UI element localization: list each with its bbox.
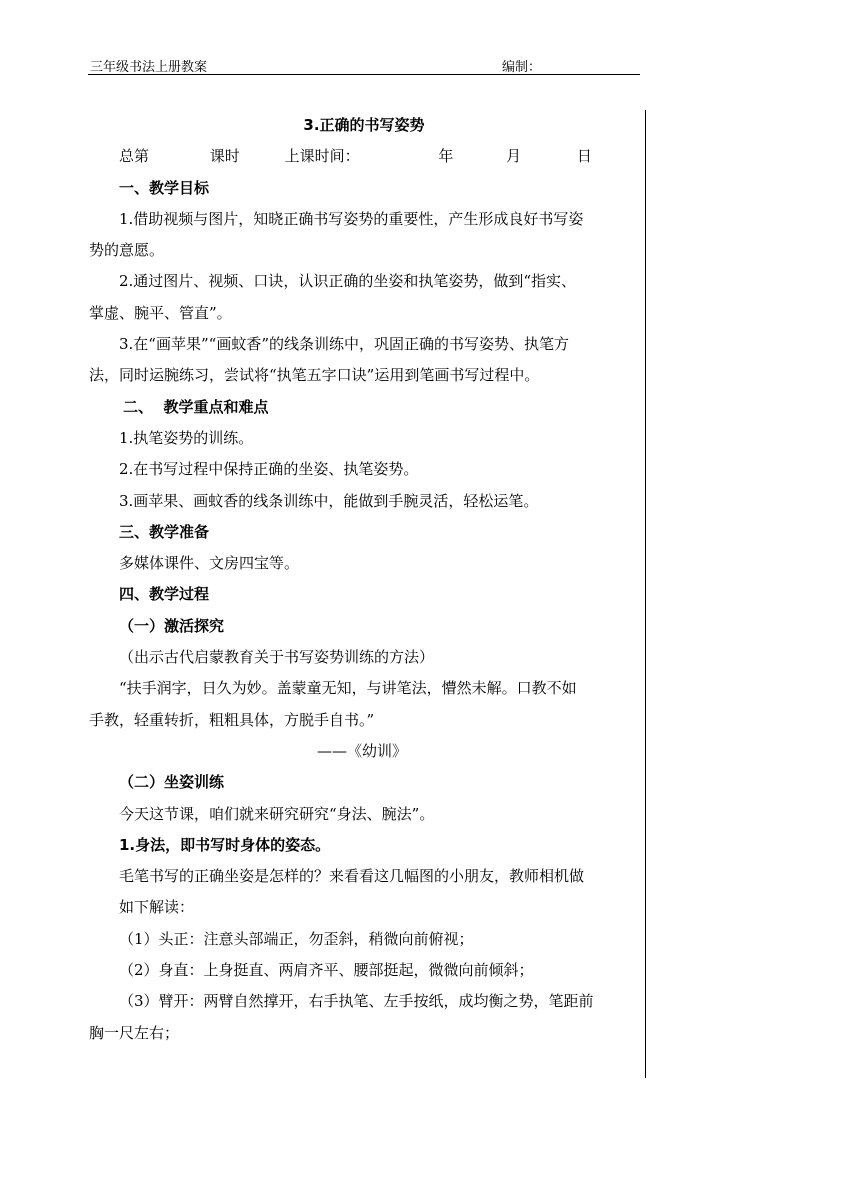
quote-source: ——《幼训》: [316, 741, 407, 760]
posture-question-line-1: 毛笔书写的正确坐姿是怎样的？来看看这几幅图的小朋友，教师相机做: [119, 867, 585, 886]
quote-line-2: 手教，轻重转折，粗粗具体，方脱手自书。”: [89, 710, 375, 729]
goal-1-line-1: 1.借助视频与图片，知晓正确书写姿势的重要性，产生形成良好书写姿: [119, 209, 584, 228]
goal-3-line-1: 3.在“画苹果”“画蚊香”的线条训练中，巩固正确的书写姿势、执笔方: [119, 335, 569, 354]
process-note: （出示古代启蒙教育关于书写姿势训练的方法）: [119, 648, 435, 667]
posture-head: （1）头正：注意头部端正，勿歪斜，稍微向前俯视；: [119, 929, 474, 948]
meta-year: 年: [438, 147, 454, 166]
lesson-body: [89, 110, 639, 1049]
key-point-1: 1.执笔姿势的训练。: [119, 428, 254, 447]
body-method-heading: 1.身法，即书写时身体的姿态。: [119, 835, 331, 854]
header-rule: [88, 74, 640, 75]
posture-question-line-2: 如下解读：: [119, 898, 195, 917]
page-header-left: 三年级书法上册教案: [90, 60, 208, 75]
key-point-2: 2.在书写过程中保持正确的坐姿、执笔姿势。: [119, 460, 419, 479]
preparation-text: 多媒体课件、文房四宝等。: [119, 554, 300, 573]
posture-body: （2）身直：上身挺直、两肩齐平、腰部挺起，微微向前倾斜；: [119, 961, 534, 980]
margin-rule: [645, 110, 646, 1078]
quote-line-1: “扶手润字，日久为妙。盖蒙童无知，与讲笔法，懵然未解。口教不如: [119, 679, 577, 698]
subsection-2-heading: （二）坐姿训练: [119, 773, 225, 792]
intro-text: 今天这节课，咱们就来研究研究“身法、腕法”。: [119, 804, 435, 823]
lesson-title: 3.正确的书写姿势: [303, 116, 425, 134]
goal-2-line-2: 掌虚、腕平、管直”。: [89, 303, 232, 322]
meta-total: 总第: [119, 147, 150, 166]
subsection-1-heading: （一）激活探究: [119, 616, 225, 635]
section-3-heading: 三、教学准备: [119, 522, 210, 541]
page-header-right: 编制：: [502, 60, 542, 75]
meta-class-time: 上课时间：: [284, 147, 360, 166]
section-2-heading: 二、 教学重点和难点: [123, 397, 269, 416]
section-4-heading: 四、教学过程: [119, 585, 210, 604]
meta-period: 课时: [209, 147, 240, 166]
posture-arms-line-2: 胸一尺左右；: [89, 1023, 180, 1042]
meta-day: 日: [576, 147, 592, 166]
meta-month: 月: [506, 147, 522, 166]
lesson-meta: [89, 141, 639, 172]
goal-3-line-2: 法，同时运腕练习，尝试将“执笔五字口诀”运用到笔画书写过程中。: [89, 366, 540, 385]
posture-arms-line-1: （3）臂开：两臂自然撑开，右手执笔、左手按纸，成均衡之势，笔距前: [119, 992, 594, 1011]
key-point-3: 3.画苹果、画蚊香的线条训练中，能做到手腕灵活，轻松运笔。: [119, 491, 539, 510]
goal-1-line-2: 势的意愿。: [89, 241, 165, 260]
goal-2-line-1: 2.通过图片、视频、口诀，认识正确的坐姿和执笔姿势，做到“指实、: [119, 272, 576, 291]
section-1-heading: 一、教学目标: [119, 178, 210, 197]
